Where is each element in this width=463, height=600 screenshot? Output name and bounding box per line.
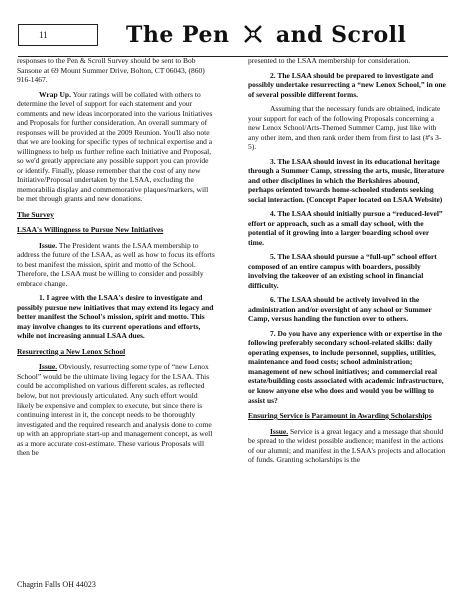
newsletter-header xyxy=(18,20,448,54)
survey-statement-5: 5. The LSAA should pursue a “full-up” school effort composed of an entire campus with boarders, possibly involving the takeover of an existing school in financial difficulty. xyxy=(248,252,437,290)
masthead-left: The Pen xyxy=(126,22,230,48)
survey-statement-6: 6. The LSAA should be actively involved in the administration and/or oversight of any school or Summer Camp, versus handing the function over to others. xyxy=(248,295,432,324)
crossed-pen-and-scroll-icon xyxy=(242,23,264,45)
paragraph xyxy=(17,241,215,289)
paragraph xyxy=(17,362,215,457)
footer-address: Chagrin Falls OH 44023 xyxy=(17,580,96,589)
paragraph: presented to the LSAA membership for consideration. xyxy=(248,56,411,65)
masthead-right: and Scroll xyxy=(275,22,407,48)
paragraph: responses to the Pen & Scroll Survey should be sent to Bob Sansone at 69 Mount Summer Drive, Bolton, CT 06043, (860) 916-1467. xyxy=(17,56,205,85)
survey-statement-4: 4. The LSAA should initially pursue a “reduced-level” effort or approach, such as a small day school, with the potential of it growing into a larger boarding school over time. xyxy=(248,209,443,247)
survey-statement-7: 7. Do you have any experience with or expertise in the following preferably secondary school-related skills: daily operating expenses, to include personnel, supplies, utilities, maintenance and food costs; school administration; management of new school initiatives; and commercial real estate/building costs associated with academic infrastructure, or know anyone else who does and would you be willing to assist us? xyxy=(248,328,444,405)
section-heading-willingness: LSAA's Willingness to Pursue New Initiatives xyxy=(17,225,164,235)
paragraph-text: Your ratings will be collated with others to determine the level of support for each statement and your comments and new ideas incorporated into the various Initiatives and Proposals for further consideration. An overall summary of responses will be provided at the 2009 Reunion. You'll also note that we are looking for specific types of technical expertise and a willingness to help us further refine each Initiative and Proposal, so we'd greatly appreciate any possible support you can provide or identify. Finally, please remember that the cost of any new Initiative/Proposal undertaken by the LSAA, excluding the memorabilia display and commemorative plaques/markers, will be met through grants and new donations. xyxy=(17,89,213,204)
survey-statement-1: 1. I agree with the LSAA's desire to investigate and possibly pursue new initiatives that may extend its legacy and better manifest the School's mission, spirit and motto. This may involve changes to its current operations and efforts, while not increasing annual LSAA dues. xyxy=(17,293,214,341)
section-heading-survey: The Survey xyxy=(17,209,54,219)
paragraph-text: Obviously, resurrecting some type of “new Lenox School” would be the ultimate living legacy for the LSAA. This could be accomplished on various different scales, as reflected below, but not previously articulated. Any such effort would likely be expensive and complex to execute, but since there is continuing interest in it, the concept needs to be thoroughly investigated and the required research and analysis done to come up with an appropriate start-up and management concept, as well as a more accurate cost-estimate. These various Proposals will then be xyxy=(17,362,213,458)
paragraph-lead: Wrap Up. xyxy=(39,89,71,99)
section-heading-resurrecting: Resurrecting a New Lenox School xyxy=(17,346,126,356)
survey-statement-3: 3. The LSAA should invest in its educational heritage through a Summer Camp, stressing the arts, music, literature and other disciplines in which the Berkshires abound, perhaps oriented towards home-schooled students seeking social interaction. (Concept Paper located on LSAA Website) xyxy=(248,156,445,204)
paragraph-text: The President wants the LSAA membership to address the future of the LSAA, as well as how to focus its efforts to best manifest the mission, spirit and motto of the School. Therefore, the LSAA must be willing to consider and possibly embrace change. xyxy=(17,240,215,288)
page-number: 11 xyxy=(39,30,48,40)
left-column xyxy=(17,56,215,463)
paragraph xyxy=(248,427,446,465)
section-heading-service: Ensuring Service is Paramount in Awarding Scholarships xyxy=(248,411,432,421)
paragraph-lead: Issue. xyxy=(39,362,58,372)
masthead-title xyxy=(126,20,448,50)
survey-statement-2: 2. The LSAA should be prepared to investigate and possibly undertake resurrecting a “new Lenox School,” in one of several possible different forms. xyxy=(248,70,446,99)
paragraph-lead: Issue. xyxy=(39,240,58,250)
paragraph-text: Service is a great legacy and a message that should be spread to the widest possible audience; manifest in the actions of our alumni; and manifest in the LSAA's projects and allocation of funds. Granting scholarships is the xyxy=(248,426,446,465)
paragraph: Assuming that the necessary funds are obtained, indicate your support for each of the following Proposals concerning a new Lenox School/Arts-Themed Summer Camp, just like with any other item, and then rank order them from first to last (#'s 3-5). xyxy=(248,104,442,152)
paragraph-lead: Issue. xyxy=(270,426,289,436)
paragraph xyxy=(17,90,215,204)
page-number-box xyxy=(18,24,98,46)
right-column xyxy=(248,56,446,470)
